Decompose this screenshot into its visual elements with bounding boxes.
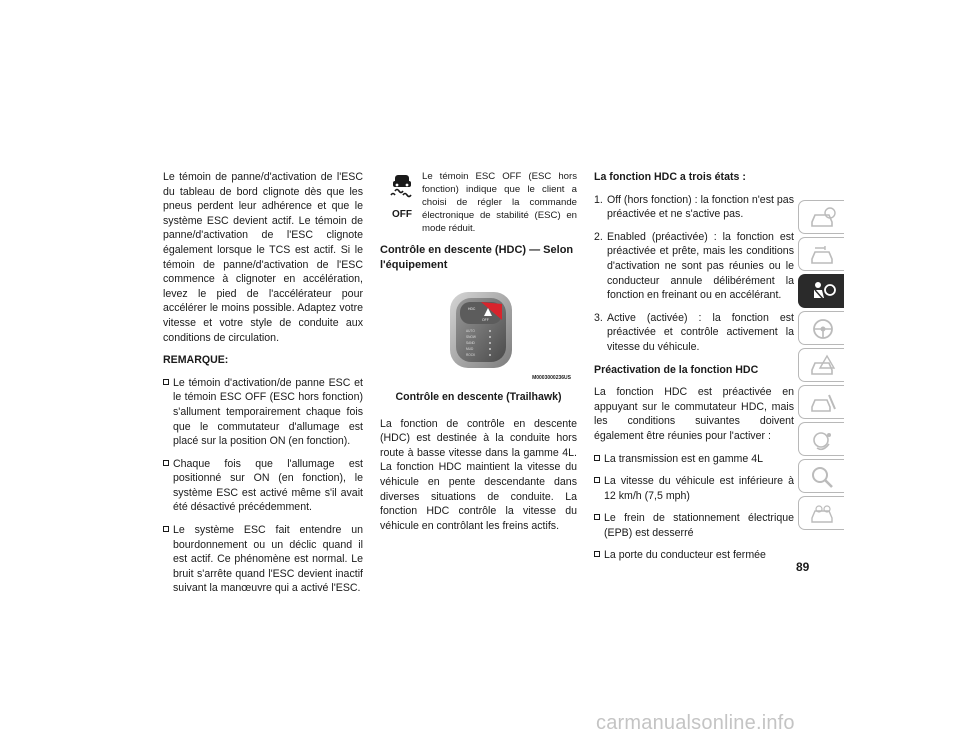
mode-rock: ROCK <box>466 353 476 357</box>
mode-snow: SNOW <box>466 335 476 339</box>
checkbox-bullet-icon <box>163 460 169 466</box>
mode-mud: MUD <box>466 347 474 351</box>
checkbox-bullet-icon <box>594 455 600 461</box>
esc-intro-paragraph: Le témoin de panne/d'activation de l'ESC du tableau de bord clignote dès que les pneus perdent leur adhérence et que le système ESC devient actif. Le témoin de panne/d'activation de l'ESC clignote également lorsque le TCS est actif. Si le témoin de panne/d'activation de l'ESC commence à clignoter en accélération, levez le pied de l'accélérateur pour accélérer le moins possible. Adaptez votre vitesse et votre style de conduite aux conditions de circulation. <box>163 171 363 344</box>
tab-index[interactable] <box>798 459 844 493</box>
tab-servicing[interactable] <box>798 385 844 419</box>
list-item: 2. Enabled (préactivée) : la fonction est préactivée et prête, mais les conditions d'activation ne sont pas réunies ou le conducteur annule délibérément la fonction en freinant ou en accélérant. <box>594 230 794 302</box>
watermark: carmanualsonline.info <box>596 712 795 734</box>
hdc-label: HDC <box>468 307 476 311</box>
list-item: 3. Active (activée) : la fonction est préactivée et contrôle activement la vitesse du véhicule. <box>594 311 794 353</box>
esc-off-description: Le témoin ESC OFF (ESC hors fonction) indique que le client a choisi de régler la commande électronique de stabilité (ESC) en mode réduit. <box>422 171 577 234</box>
list-item: La porte du conducteur est fermée <box>594 548 794 563</box>
checkbox-bullet-icon <box>594 514 600 520</box>
car-key-icon <box>809 243 837 267</box>
car-info-icon <box>809 206 837 230</box>
list-item: Chaque fois que l'allumage est positionné sur ON (en fonction), le système ESC est activé même s'il avait été désactivé précédemment. <box>163 457 363 515</box>
language-icon <box>809 502 837 526</box>
hdc-off-label: OFF <box>482 318 489 322</box>
car-warning-icon <box>809 354 837 378</box>
radio-phone-icon <box>809 428 837 452</box>
seatbelt-airbag-icon <box>809 280 837 304</box>
checkbox-bullet-icon <box>594 477 600 483</box>
mode-auto: AUTO <box>466 329 475 333</box>
column-1 <box>163 170 363 604</box>
preactivation-heading: Préactivation de la fonction HDC <box>594 363 759 376</box>
list-item: Le système ESC fait entendre un bourdonnement ou un déclic quand il est actif. Ce phénomène est normal. Le bruit s'arrête quand l'ESC devient inactif suivant la manœuvre qui a activé l'ESC. <box>163 523 363 596</box>
figure-caption: Contrôle en descente (Trailhawk) <box>395 391 562 403</box>
magnifier-icon <box>809 465 837 489</box>
esc-off-label: OFF <box>392 208 412 220</box>
list-item: Le frein de stationnement électrique (EPB) est desserré <box>594 511 794 540</box>
tab-starting-operating[interactable] <box>798 311 844 345</box>
car-wrench-icon <box>809 391 837 415</box>
tab-safety[interactable] <box>798 274 844 308</box>
checkbox-bullet-icon <box>163 379 169 385</box>
hdc-switch-figure <box>380 286 577 390</box>
tab-dashboard[interactable] <box>798 200 844 234</box>
chapter-tabs <box>798 200 844 533</box>
esc-off-icon <box>386 172 418 222</box>
esc-off-note <box>380 170 577 235</box>
mode-sand: SAND <box>466 341 475 345</box>
list-item: La vitesse du véhicule est inférieure à 12 km/h (7,5 mph) <box>594 474 794 503</box>
list-item: 1. Off (hors fonction) : la fonction n'est pas préactivée et ne s'active pas. <box>594 193 794 221</box>
hdc-states-heading: La fonction HDC a trois états : <box>594 171 746 183</box>
tab-languages[interactable] <box>798 496 844 530</box>
hdc-section-heading: Contrôle en descente (HDC) — Selon l'équipement <box>380 244 574 271</box>
hdc-switch-photo <box>442 290 522 370</box>
tab-getting-started[interactable] <box>798 237 844 271</box>
checkbox-bullet-icon <box>594 551 600 557</box>
checkbox-bullet-icon <box>163 526 169 532</box>
tab-multimedia[interactable] <box>798 422 844 456</box>
column-2 <box>380 170 577 541</box>
figure-code: M0003000236US <box>532 375 571 382</box>
page-number: 89 <box>796 560 810 574</box>
hdc-description: La fonction de contrôle en descente (HDC) est destinée à la conduite hors route à basse vitesse dans la gamme 4L. La fonction HDC maintient la vitesse du véhicule en pente descendante dans diverses situations de conduite. La fonction HDC contrôle la vitesse du véhicule en contrôlant les freins actifs. <box>380 417 577 532</box>
preactivation-body: La fonction HDC est préactivée en appuyant sur le commutateur HDC, mais les conditions suivantes doivent également être réunies pour l'activer : <box>594 386 794 442</box>
steering-wheel-icon <box>809 317 837 341</box>
list-item: La transmission est en gamme 4L <box>594 452 794 467</box>
list-item: Le témoin d'activation/de panne ESC et le témoin ESC OFF (ESC hors fonction) s'allument temporairement chaque fois que le commutateur d'allumage est placé sur la position ON (en fonction). <box>163 376 363 449</box>
column-3 <box>594 170 794 571</box>
tab-emergency[interactable] <box>798 348 844 382</box>
note-heading: REMARQUE: <box>163 354 229 367</box>
